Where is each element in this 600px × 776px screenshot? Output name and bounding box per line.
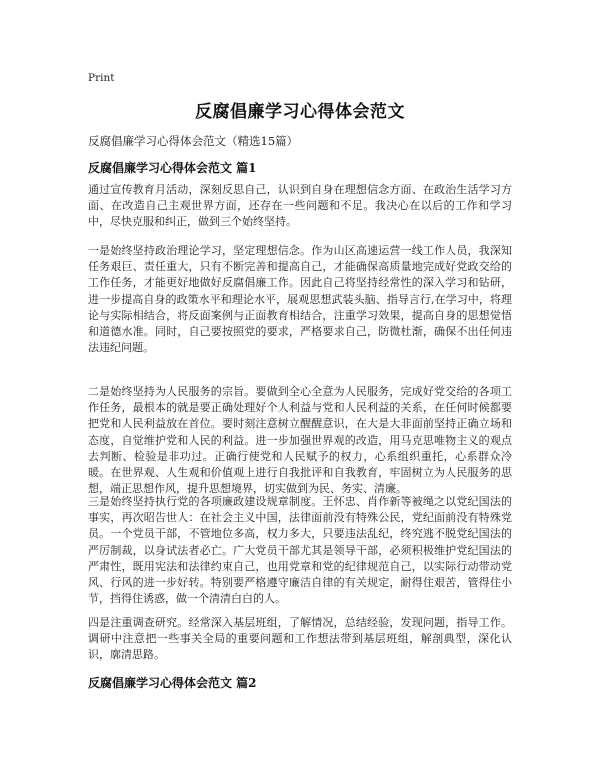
paragraph-intro: 通过宣传教育月活动，深刻反思自己，认识到自身在理想信念方面、在政治生活学习方面、在改造自己主观世界方面，还存在一些问题和不足。我决心在以后的工作和学习中，尽快克服和纠正，做到三个始终坚持。	[88, 183, 512, 229]
document-title: 反腐倡廉学习心得体会范文	[195, 102, 405, 122]
print-label[interactable]: Print	[88, 72, 115, 84]
paragraph-point-2: 二是始终坚持为人民服务的宗旨。要做到全心全意为人民服务，完成好党交给的各项工作任务，最根本的就是要正确处理好个人利益与党和人民利益的关系，在任何时候都要把党和人民利益放在首位。要时刻注意树立醒醒意识，在大是大非面前坚持正确立场和态度，自觉维护党和人民的利益。进一步加强世界观的改造，用马克思唯物主义的观点去判断、检验是非功过。正确行使党和人民赋予的权力，心系组织重托，心系群众冷暖。在世界观、人生观和价值观上进行自我批评和自我教育，牢固树立为人民服务的思想，端正思想作风，提升思想境界，切实做到为民、务实、清廉。	[88, 385, 512, 496]
section-heading-1: 反腐倡廉学习心得体会范文 篇1	[88, 161, 257, 175]
section-heading-2: 反腐倡廉学习心得体会范文 篇2	[88, 676, 257, 690]
paragraph-point-4: 四是注重调查研究。经常深入基层班组，了解情况，总结经验，发现问题，指导工作。调研中注意把一些事关全局的重要问题和工作想法带到基层班组，解剖典型，深化认识，廓清思路。	[88, 616, 512, 662]
paragraph-point-3: 三是始终坚持执行党的各项廉政建设规章制度。王怀忠、肖作新等被绳之以党纪国法的事实，再次昭告世人：在社会主义中国，法律面前没有特殊公民，党纪面前没有特殊党员。一个党员干部，不管地位多高，权力多大，只要违法乱纪，终究逃不脱党纪国法的严厉制裁，以身试法者必亡。广大党员干部尤其是领导干部，必须积极维护党纪国法的严肃性，既用宪法和法律约束自己，也用党章和党的纪律规范自己，以实际行动带动党风、行风的进一步好转。特别要严格遵守廉洁自律的有关规定，耐得住艰苦，管得住小节，挡得住诱惑，做一个清清白白的人。	[88, 495, 512, 606]
document-subtitle: 反腐倡廉学习心得体会范文（精选15篇）	[88, 134, 299, 148]
paragraph-point-1: 一是始终坚持政治理论学习，坚定理想信念。作为山区高速运营一线工作人员，我深知任务艰巨、责任重大，只有不断完善和提高自己，才能确保高质量地完成好党政交给的工作任务，才能更好地做好反腐倡廉工作。因此自己将坚持经常性的深入学习和钻研，进一步提高自身的政策水平和理论水平，展观思想武装头脑、指导言行,在学习中，将理论与实际相结合，将反面案例与正面教育相结合，注重学习效果，提高自身的思想觉悟和道德水准。同时，自己要按照党的要求，严格要求自己，防微杜渐，确保不出任何违法违纪问题。	[88, 244, 512, 355]
